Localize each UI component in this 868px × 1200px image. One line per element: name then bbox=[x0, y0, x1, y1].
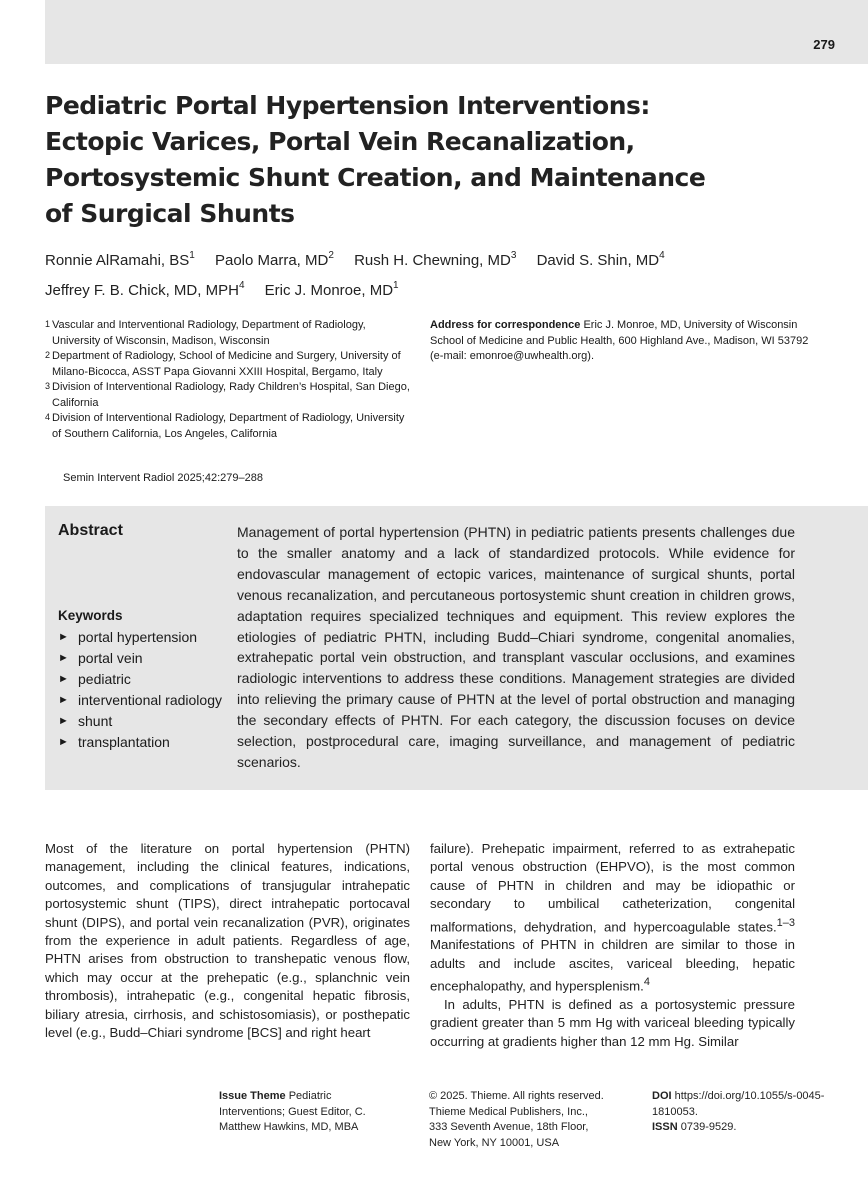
abstract-text: Management of portal hypertension (PHTN) in pediatric patients presents challenges due to the smaller anatomy and a lack of standardized protocols. While evidence for endovascular management of ectopic varices, maintenance of surgical shunts, portal venous recanalization, and percutaneous portosystemic shunt creation in children grows, adaptation requires specialized techniques and equipment. This review explores the etiologies of pediatric PHTN, including Budd–Chiari syndrome, congenital anomalies, extrahepatic portal vein obstruction, and transplant vascular occlusions, and examines radiologic interventions to address these conditions. Management strategies are divided into relieving the primary cause of PHTN at the level of portal obstruction and managing the secondary effects of PHTN. For each category, the discussion focuses on device selection, postprocedural care, imaging surveillance, and management of pediatric scenarios. bbox=[237, 524, 795, 770]
reference-superscript: 1–3 bbox=[776, 916, 795, 929]
issue-theme: Issue Theme Pediatric Interventions; Guest Editor, C. Matthew Hawkins, MD, MBA bbox=[219, 1090, 366, 1133]
doi-link[interactable]: https://doi.org/10.1055/s-0045-1810053. bbox=[652, 1090, 825, 1118]
arrow-bullet-icon: ► bbox=[58, 672, 69, 685]
author: Ronnie AlRamahi, $BS^1$ bbox=[45, 250, 195, 269]
author: Rush H. Chewning, $MD^3$ bbox=[354, 250, 517, 269]
page-number: 279 bbox=[813, 37, 835, 52]
copyright-block: © 2025. Thieme. All rights reserved. Thieme Medical Publishers, Inc., 333 Seventh Avenue, 18th Floor, New York, NY 10001, USA bbox=[429, 1090, 604, 1149]
header-bar bbox=[45, 0, 868, 64]
doi-line: DOI https://doi.org/10.1055/s-0045-1810053. bbox=[652, 1090, 825, 1118]
keyword-item: ► transplantation bbox=[58, 732, 222, 753]
correspondence-address bbox=[430, 318, 820, 365]
title-line: Pediatric Portal Hypertension Interventions: bbox=[45, 91, 650, 120]
author: David S. Shin, $MD^4$ bbox=[536, 250, 665, 269]
author-line bbox=[45, 244, 825, 274]
affiliation: 1 Vascular and Interventional Radiology, Department of Radiology, University of Wisconsin, Madison, Wisconsin bbox=[45, 319, 366, 347]
author-line bbox=[45, 274, 825, 304]
arrow-bullet-icon: ► bbox=[58, 631, 69, 643]
abstract-heading: Abstract bbox=[58, 522, 123, 539]
doi-issn-block bbox=[652, 1089, 852, 1136]
arrow-bullet-icon: ► bbox=[58, 693, 69, 706]
keyword-item: ► shunt bbox=[58, 711, 222, 732]
author-list bbox=[45, 244, 825, 304]
arrow-bullet-icon: ► bbox=[58, 735, 69, 748]
body-paragraph: In adults, PHTN is defined as a portosystemic pressure gradient greater than 5 mm Hg with variceal bleeding typically occurring at gradients higher than 12 mm Hg. Similar bbox=[430, 997, 795, 1049]
body-paragraph: Most of the literature on portal hypertension (PHTN) management, including the clinical features, indications, outcomes, and complications of transjugular intrahepatic portosystemic shunt (TIPS), direct intrahepatic portocaval shunt (DIPS), and portal vein recanalization (PVR), originates from the experience in adult patients. Regardless of age, PHTN arises from obstruction to transhepatic venous flow, which may occur at the prehepatic (e.g., splanchnic vein thrombosis), intrahepatic (e.g., congenital hepatic fibrosis, biliary atresia, cirrhosis, and schistosomiasis), or posthepatic level (e.g., Budd–Chiari syndrome [BCS] and right heart bbox=[45, 841, 410, 1041]
keyword-item: ► portal hypertension bbox=[58, 627, 222, 648]
body-column-right bbox=[430, 840, 795, 1051]
issn-line: ISSN 0739-9529. bbox=[652, 1121, 737, 1133]
correspondence-label: Address for correspondence bbox=[430, 319, 581, 331]
affiliation: 2 Department of Radiology, School of Medicine and Surgery, University of Milano-Bicocca, ASST Papa Giovanni XXIII Hospital, Bergamo, Italy bbox=[45, 350, 401, 378]
keyword-item: ► pediatric bbox=[58, 669, 222, 690]
arrow-bullet-icon: ► bbox=[58, 651, 69, 664]
affiliations bbox=[45, 318, 415, 442]
journal-citation: Semin Intervent Radiol 2025;42:279–288 bbox=[63, 472, 263, 484]
reference-superscript: 4 bbox=[643, 976, 650, 989]
article-title bbox=[45, 88, 785, 232]
affiliation: 3 Division of Interventional Radiology, Rady Children’s Hospital, San Diego, California bbox=[45, 381, 410, 409]
author: Eric J. Monroe, $MD^1$ bbox=[264, 280, 399, 299]
keyword-item: ► portal vein bbox=[58, 648, 222, 669]
affiliation: 4 Division of Interventional Radiology, Department of Radiology, University of Southern California, Los Angeles, California bbox=[45, 412, 405, 440]
keywords-heading: Keywords bbox=[58, 608, 123, 623]
title-line: of Surgical Shunts bbox=[45, 199, 295, 228]
body-paragraph: failure). Prehepatic impairment, referred to as extrahepatic portal venous obstruction (EHPVO), is the most common cause of PHTN in children and may be idiopathic or secondary to umbilical catheterization, congenital malformations, dehydration, and hypercoagulable states.$^{1-3}$ Manifestations of PHTN in children are similar to those in adults and include ascites, variceal bleeding, hepatic encephalopathy, and hypersplenism.$^4$ bbox=[430, 841, 795, 994]
title-line: Ectopic Varices, Portal Vein Recanalization, bbox=[45, 127, 635, 156]
arrow-bullet-icon: ► bbox=[58, 714, 69, 727]
keyword-item: ► interventional radiology bbox=[58, 690, 222, 711]
title-line: Portosystemic Shunt Creation, and Maintenance bbox=[45, 163, 706, 192]
keywords-list bbox=[58, 627, 222, 752]
correspondence-text: Eric J. Monroe, MD, University of Wisconsin School of Medicine and Public Health, 600 Highland Ave., Madison, WI 53792 (e-mail: emonroe@uwhealth.org). bbox=[430, 319, 809, 362]
body-column-left bbox=[45, 840, 410, 1042]
author: Paolo Marra, $MD^2$ bbox=[214, 250, 334, 269]
author: Jeffrey F. B. Chick, MD, MPH$^4$ bbox=[45, 280, 245, 299]
